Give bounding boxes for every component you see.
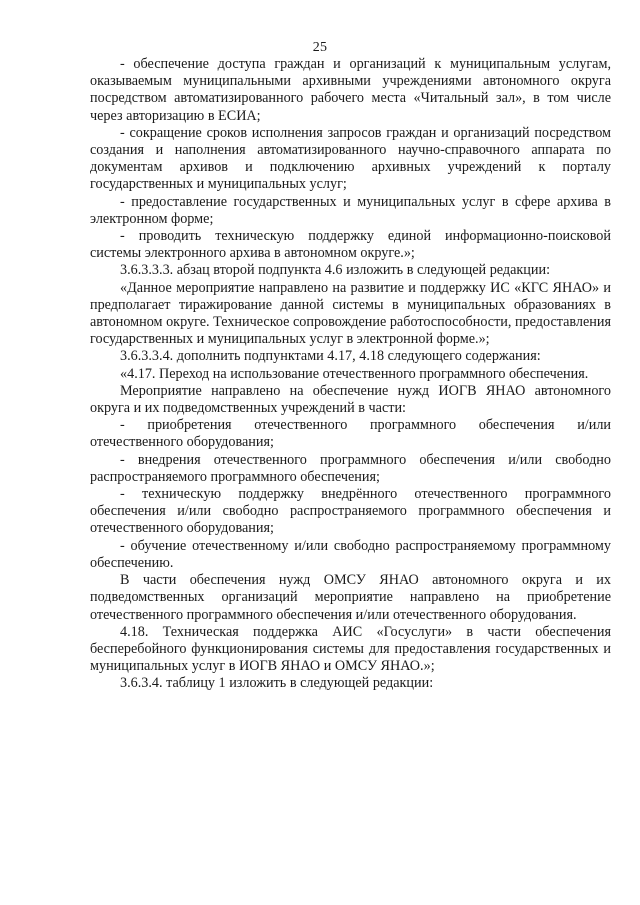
paragraph-clause-3-6-3-3-4: 3.6.3.3.4. дополнить подпунктами 4.17, 4.18 следующего содержания:: [120, 348, 541, 365]
document-body: [90, 56, 611, 693]
paragraph-archive-support: - проводить техническую поддержку единой информационно-поисковой системы электронного архива в автономном округе.»;: [90, 228, 611, 262]
paragraph-iogv-needs: Мероприятие направлено на обеспечение нужд ИОГВ ЯНАО автономного округа и их подведомственных учреждений в части:: [90, 382, 611, 417]
paragraph-training: - обучение отечественному и/или свободно распространяемому программному обеспечению.: [90, 537, 611, 571]
paragraph-technical-support: - техническую поддержку внедрённого отечественного программного обеспечения и/или свободно распространяемого программного обеспечения и отечественного оборудования;: [90, 486, 611, 537]
paragraph-4-18: 4.18. Техническая поддержка АИС «Госуслуги» в части обеспечения бесперебойного функционирования системы для предоставления государственных и муниципальных услуг в ИОГВ ЯНАО и ОМСУ ЯНАО.»;: [90, 623, 611, 675]
paragraph-request-terms: - сокращение сроков исполнения запросов граждан и организаций посредством создания и наполнения автоматизированного научно-справочного аппарата по документам архивов и подключению архивных учреждений к порталу государственных и муниципальных услуг;: [90, 124, 611, 193]
page-number: 25: [312, 40, 328, 55]
paragraph-implementation: - внедрения отечественного программного обеспечения и/или свободно распространяемого программного обеспечения;: [90, 451, 611, 485]
paragraph-esia-access: - обеспечение доступа граждан и организаций к муниципальным услугам, оказываемым муниципальными архивными учреждениями автономного округа посредством автоматизированного рабочего места «Читальный зал», в том числе через авторизацию в ЕСИА;: [90, 56, 611, 124]
paragraph-archive-services: - предоставление государственных и муниципальных услуг в сфере архива в электронном форме;: [90, 193, 611, 227]
paragraph-acquisition: - приобретения отечественного программного обеспечения и/или отечественного оборудования;: [90, 417, 611, 451]
paragraph-clause-3-6-3-3-3: 3.6.3.3.3. абзац второй подпункта 4.6 изложить в следующей редакции:: [120, 262, 551, 279]
paragraph-4-17: «4.17. Переход на использование отечественного программного обеспечения.: [120, 365, 589, 382]
paragraph-clause-3-6-3-4: 3.6.3.4. таблицу 1 изложить в следующей редакции:: [120, 675, 434, 692]
paragraph-kgs-yanao: «Данное мероприятие направлено на развитие и поддержку ИС «КГС ЯНАО» и предполагает тиражирование данной системы в муниципальных образованиях в автономном округе. Техническое сопровождение работоспособности, предоставления государственных и муниципальных услуг в электронной форме.»;: [90, 279, 612, 348]
paragraph-omsu-needs: В части обеспечения нужд ОМСУ ЯНАО автономного округа и их подведомственных организаций мероприятие направлено на приобретение отечественного программного обеспечения и/или отечественного оборудования.: [90, 572, 611, 623]
